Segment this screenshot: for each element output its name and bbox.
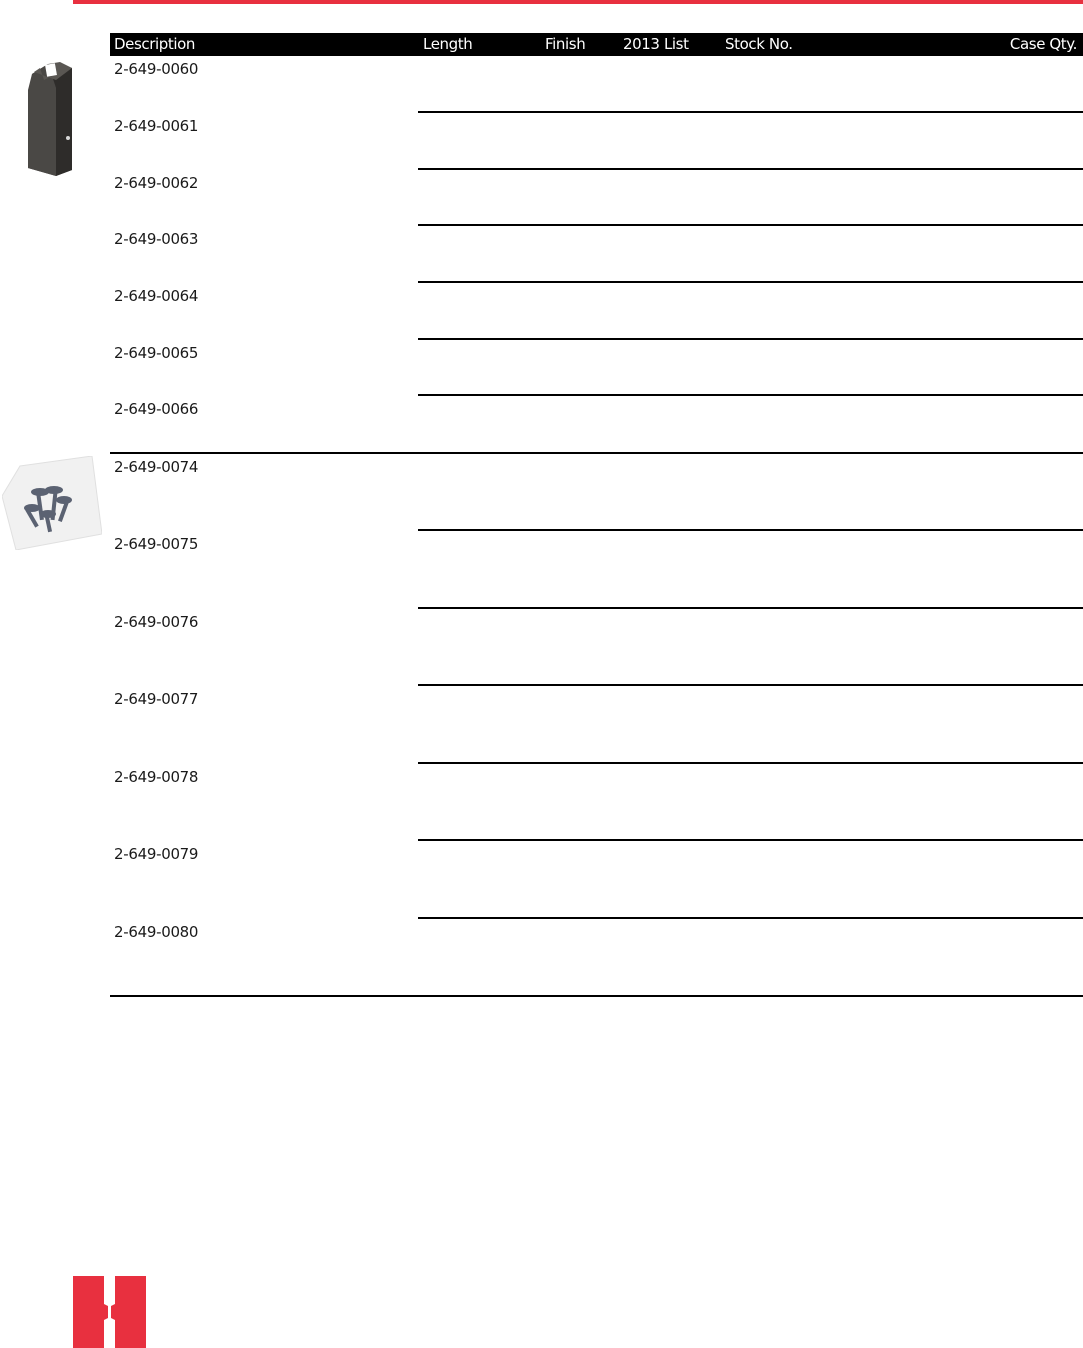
col-description: Description <box>114 35 196 53</box>
table-row <box>110 919 1083 997</box>
item-code: 2-649-0078 <box>114 768 199 786</box>
table-row <box>110 764 1083 841</box>
item-code: 2-649-0062 <box>114 174 199 192</box>
col-2013-list: 2013 List <box>623 35 689 53</box>
item-code: 2-649-0065 <box>114 344 199 362</box>
col-stock-no: Stock No. <box>725 35 793 53</box>
item-code: 2-649-0074 <box>114 458 199 476</box>
table-header <box>110 33 1083 56</box>
screws-in-bag-icon <box>2 456 102 550</box>
table-row <box>110 531 1083 609</box>
item-code: 2-649-0066 <box>114 400 199 418</box>
brand-logo-icon <box>73 1276 146 1348</box>
table-row <box>110 283 1083 340</box>
table-row <box>110 226 1083 283</box>
item-code: 2-649-0077 <box>114 690 199 708</box>
top-accent-rule <box>73 0 1083 4</box>
col-case-qty: Case Qty. <box>1009 35 1077 53</box>
table-row <box>110 841 1083 919</box>
col-finish: Finish <box>545 35 586 53</box>
table-row <box>110 56 1083 113</box>
item-code: 2-649-0080 <box>114 923 199 941</box>
table-row <box>110 454 1083 531</box>
table-row <box>110 609 1083 686</box>
col-length: Length <box>423 35 473 53</box>
table-row <box>110 340 1083 396</box>
item-code: 2-649-0076 <box>114 613 199 631</box>
table-row <box>110 170 1083 226</box>
product-table <box>110 56 1083 997</box>
item-code: 2-649-0063 <box>114 230 199 248</box>
item-code: 2-649-0061 <box>114 117 199 135</box>
item-code: 2-649-0079 <box>114 845 199 863</box>
table-row <box>110 113 1083 170</box>
group-divider <box>110 995 1083 997</box>
table-row <box>110 396 1083 454</box>
table-row <box>110 686 1083 764</box>
sheet-metal-bracket-icon <box>26 60 76 178</box>
item-code: 2-649-0075 <box>114 535 199 553</box>
item-code: 2-649-0064 <box>114 287 199 305</box>
item-code: 2-649-0060 <box>114 60 199 78</box>
